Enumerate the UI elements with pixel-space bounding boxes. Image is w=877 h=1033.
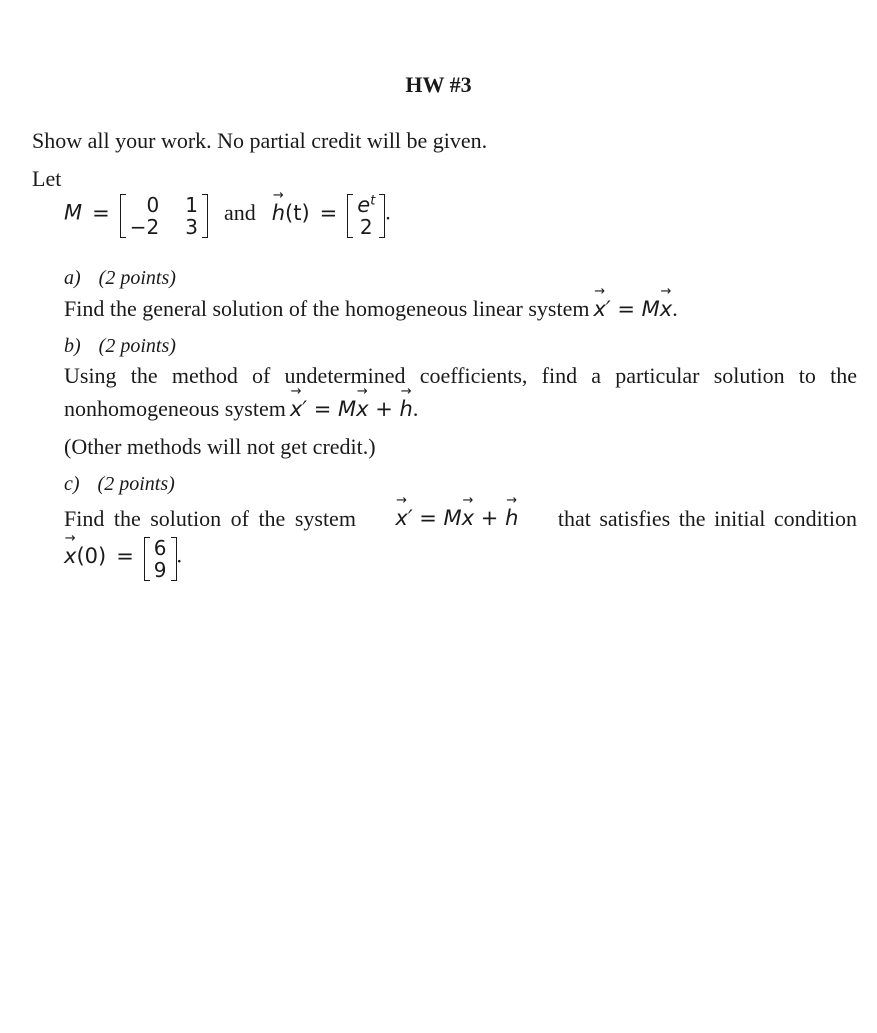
matrix-cell: 3 xyxy=(185,215,198,239)
matrix-m-symbol: M xyxy=(64,200,83,225)
vector-h xyxy=(347,194,385,238)
h-bottom: 2 xyxy=(359,215,373,239)
part-b-header xyxy=(64,335,176,358)
part-b-points: (2 points) xyxy=(98,335,176,357)
part-a-label: a) xyxy=(64,267,81,289)
matrix-cell: −2 xyxy=(129,215,160,239)
h-top-base: e xyxy=(357,193,371,217)
part-c-initial-condition: → x(0) = 6 9 . xyxy=(64,537,182,581)
h-top-exp: t xyxy=(370,193,376,209)
part-b-note: (Other methods will not get credit.) xyxy=(64,434,376,459)
h-argument: (t) xyxy=(285,200,310,225)
vector-h-symbol: → h xyxy=(272,201,285,225)
part-b-label: b) xyxy=(64,335,81,357)
part-c-text-start: Find the solution of the system xyxy=(64,506,356,531)
part-b-nonhomogeneous: nonhomogeneous system xyxy=(64,396,286,421)
initial-vector xyxy=(144,537,177,581)
initial-vector-top: 6 xyxy=(153,536,167,560)
part-c-text-end: that satisfies the initial condition xyxy=(557,506,857,531)
page-title: HW #3 xyxy=(405,72,472,97)
part-c-header xyxy=(64,473,175,496)
part-b-text-line1: Using the method of undetermined coefficients, find a particular solution to the xyxy=(64,363,857,388)
matrix-cell: 1 xyxy=(185,193,198,217)
initial-vector-bottom: 9 xyxy=(153,558,167,582)
and-word: and xyxy=(223,199,256,225)
part-a-points: (2 points) xyxy=(98,267,176,289)
part-a-header xyxy=(64,267,176,290)
part-a-text: Find the general solution of the homogeneous linear system xyxy=(64,296,590,321)
part-b-text-line2: nonhomogeneous system → x′ = M→ x + → h. xyxy=(64,396,418,422)
part-c-points: (2 points) xyxy=(97,473,175,495)
instructions: Show all your work. No partial credit will be given. xyxy=(32,128,488,153)
part-c-line1: Find the solution of the system → x′ = M→ x + → h that satisfies the initial condition xyxy=(64,506,857,532)
let-label: Let xyxy=(32,166,62,191)
part-c-label: c) xyxy=(64,473,80,495)
definitions-line: M = 0 1 −2 3 and → h(t) = $e^t$ 2 . xyxy=(64,194,391,238)
part-a-question: Find the general solution of the homogeneous linear system → x′ = M→ x. xyxy=(64,296,678,322)
matrix-m xyxy=(120,194,208,238)
matrix-cell: 0 xyxy=(146,193,160,217)
